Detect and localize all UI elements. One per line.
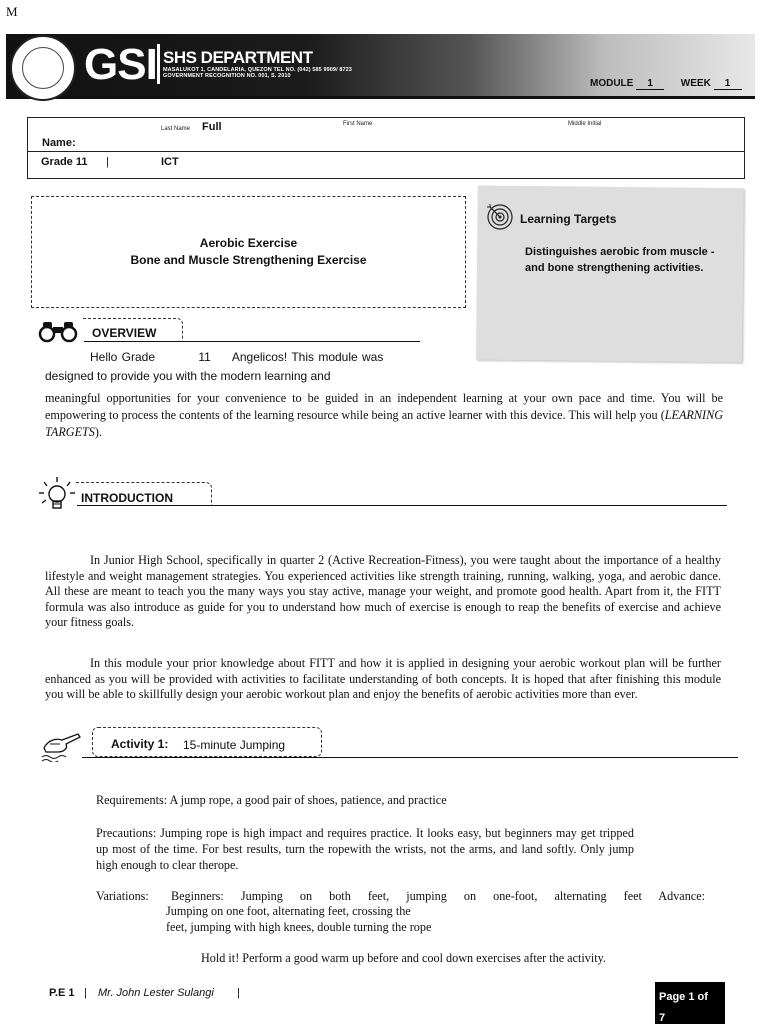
activity-label: Activity 1:	[111, 737, 169, 751]
lesson-subtitle: Bone and Muscle Strengthening Exercise	[130, 253, 367, 267]
learning-targets-reference: LEARNING TARGETS	[45, 408, 723, 439]
strand-label: ICT	[161, 156, 179, 168]
module-label: MODULE	[590, 78, 634, 89]
introduction-paragraph-2: In this module your prior knowledge about FITT and how it is applied in designing your aerobic workout plan will be further enhanced as you will be provided with activities to facilitate understanding of both concepts. It is hoped that after finishing this module you will be able to skillfully design your aerobic workout plan and enjoy the benefits of aerobic activities more than ever.	[45, 656, 721, 701]
footer-separator: |	[84, 987, 87, 999]
hold-it-note: Hold it! Perform a good warm up before and cool down exercises after the activity.	[201, 951, 606, 965]
school-logo-text: GSI	[84, 40, 157, 89]
module-number: 1	[636, 78, 664, 90]
precautions-text: Precautions: Jumping rope is high impact and requires practice. It looks easy, but beginners may get tripped up most of the time. For best results, turn the ropewith the wrists, not the arms, and land softly. Only jump high enough to clear therope.	[96, 826, 634, 872]
overview-text: meaningful opportunities for your convenience to be guided in an independent learning at your own pace and time. You will be empowering to process the contents of the learning resource while being an active learner with this device. This will help you (	[45, 391, 723, 422]
variations-label: Variations:	[96, 889, 149, 903]
introduction-heading: INTRODUCTION	[81, 491, 173, 505]
page-label: Page 1 of	[659, 991, 708, 1003]
lightbulb-icon	[35, 475, 77, 515]
logo-divider	[157, 44, 160, 84]
writing-hand-icon	[40, 730, 86, 762]
last-name-field[interactable]: Full	[202, 121, 222, 133]
overview-text-end: ).	[94, 425, 102, 439]
activity-title: 15-minute Jumping	[183, 738, 286, 752]
last-name-caption: Last Name	[161, 126, 191, 132]
week-number: 1	[714, 78, 742, 90]
middle-initial-caption: Middle Initial	[568, 121, 602, 127]
student-info-table	[27, 117, 745, 179]
learning-targets-heading: Learning Targets	[520, 212, 617, 226]
header-underline	[6, 96, 755, 99]
target-icon	[486, 203, 514, 231]
binoculars-icon	[37, 319, 81, 343]
grade-label: Grade 11	[41, 156, 88, 168]
overview-heading: OVERVIEW	[92, 326, 157, 340]
variations-line-1: Beginners: Jumping on both feet, jumping on one-foot, alternating feet Advance:	[171, 889, 705, 903]
lesson-title-box	[31, 196, 466, 308]
school-address: MASALUKOT 1, CANDELARIA, QUEZON TEL NO. (042) 585 9909/ 8723	[163, 67, 352, 73]
department-title: SHS DEPARTMENT	[163, 48, 313, 67]
activity-rule	[82, 757, 738, 758]
footer-teacher: Mr. John Lester Sulangi	[98, 987, 214, 999]
first-name-caption: First Name	[343, 121, 373, 127]
variations-line-3: feet, jumping with high knees, double turning the rope	[166, 920, 432, 934]
corner-mark: M	[6, 4, 18, 19]
overview-greeting: Hello Grade 11 Angelicos! This module was	[90, 350, 384, 364]
lesson-title: Aerobic Exercise	[199, 236, 298, 250]
page-total: 7	[659, 1012, 666, 1024]
overview-line-2: designed to provide you with the modern learning and	[45, 369, 331, 383]
grade-separator: |	[106, 156, 109, 168]
overview-rule	[84, 341, 420, 342]
overview-paragraph	[45, 390, 723, 441]
requirements-text: Requirements: A jump rope, a good pair of shoes, patience, and practice	[96, 793, 447, 807]
introduction-rule	[77, 505, 727, 506]
variations-line-2: Jumping on one foot, alternating feet, crossing the	[166, 904, 411, 918]
government-recognition: GOVERNMENT RECOGNITION NO. 001, S. 2010	[163, 73, 291, 79]
footer-separator-2: |	[237, 987, 240, 999]
school-seal-inner	[22, 47, 64, 89]
name-label: Name:	[42, 137, 76, 149]
page-number	[659, 987, 725, 1029]
week-label: WEEK	[680, 78, 711, 89]
table-divider	[28, 151, 744, 152]
footer-subject: P.E 1	[49, 987, 75, 999]
introduction-paragraph-1: In Junior High School, specifically in quarter 2 (Active Recreation-Fitness), you were taught about the importance of a healthy lifestyle and weight management strategies. You experienced activities like strength training, running, walking, yoga, and aerobic dance. All these are meant to teach you the many ways you stay active, manage your weight, and promote good health. Apart from it, the FITT formula was also introduce as guide for you to understand how much of exercise is enough to reap the benefits of exercise and achieve your fitness goals.	[45, 553, 721, 629]
learning-targets-text: Distinguishes aerobic from muscle - and bone strengthening activities.	[525, 246, 715, 274]
module-week-line	[590, 78, 742, 90]
